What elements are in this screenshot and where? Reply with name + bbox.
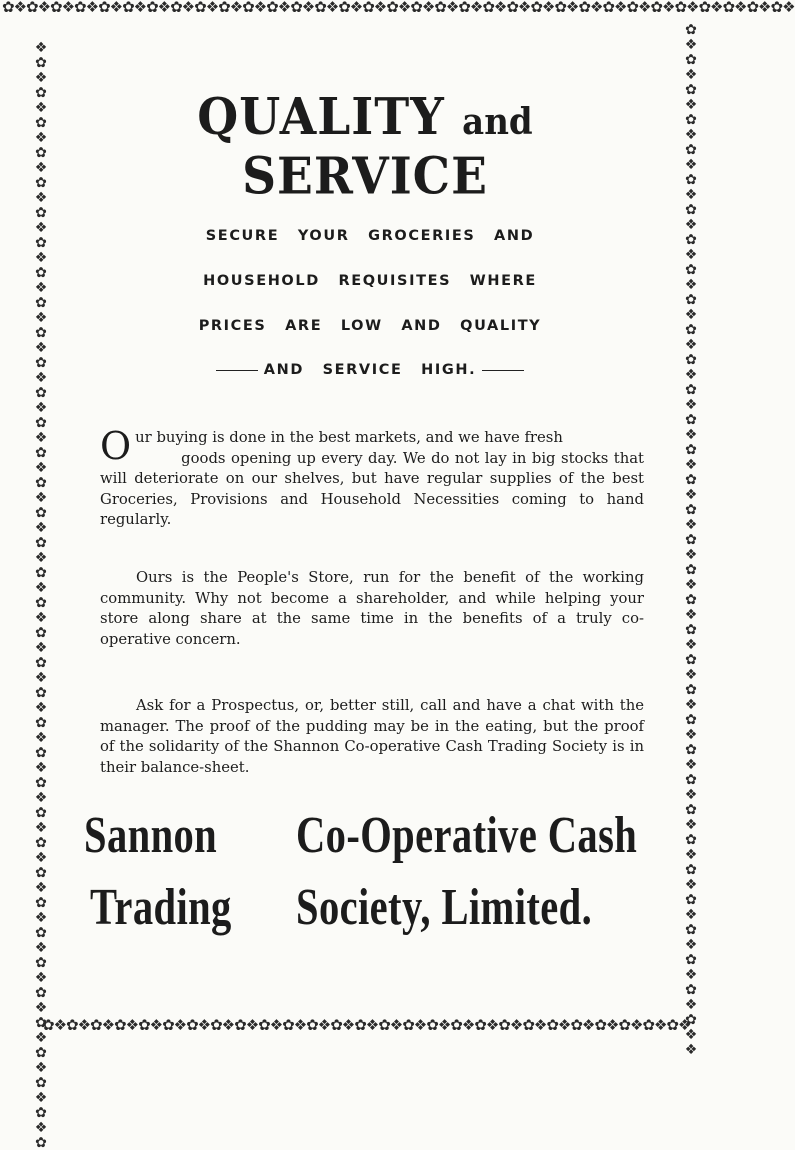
subhead-line-2: HOUSEHOLD REQUISITES WHERE <box>203 273 537 289</box>
subhead-line-4 <box>180 362 560 378</box>
right-ornamental-border: ✿❖✿❖✿❖✿❖✿❖✿❖✿❖✿❖✿❖✿❖✿❖✿❖✿❖✿❖✿❖✿❖✿❖✿❖✿❖✿❖✿❖✿❖✿❖✿❖✿❖✿❖✿❖✿❖✿❖✿❖✿❖✿❖✿❖✿❖❖ <box>683 22 699 1057</box>
title-and: and <box>462 100 533 144</box>
society-name-word-3: Trading <box>90 879 232 936</box>
subhead-line-1: SECURE YOUR GROCERIES AND <box>205 228 535 244</box>
left-ornamental-border: ❖✿❖✿❖✿❖✿❖✿❖✿❖✿❖✿❖✿❖✿❖✿❖✿❖✿❖✿❖✿❖✿❖✿❖✿❖✿❖✿❖✿❖✿❖✿❖✿❖✿❖✿❖✿❖✿❖✿❖✿❖✿❖✿❖✿❖✿❖✿❖✿❖✿ <box>33 40 49 1150</box>
subhead-line-3: PRICES ARE LOW AND QUALITY <box>198 318 542 334</box>
subhead-line-4-text: AND SERVICE HIGH. <box>263 362 477 378</box>
paragraph-buying-line1: ur buying is done in the best markets, and we have fresh <box>135 429 563 446</box>
society-name-word-4: Society, Limited. <box>296 879 593 936</box>
society-name-word-1: Sannon <box>84 807 218 864</box>
drop-cap: O <box>100 424 132 468</box>
paragraph-buying-line2: goods opening up every day. We do not lay in big <box>181 449 556 467</box>
right-rule <box>482 370 524 371</box>
society-name-word-2: Co-Operative Cash <box>296 807 638 864</box>
title-quality: QUALITY <box>197 87 445 147</box>
title-service: SERVICE <box>242 147 488 207</box>
advert-title <box>100 88 630 207</box>
paragraph-prospectus: Ask for a Prospectus, or, better still, call and have a chat with the manager. The proof of the pudding may be in the eating, but the proof of the solidarity of the Shannon Co-operative Cash Trading Society is in their balance-sheet. <box>100 697 644 776</box>
left-rule <box>216 370 258 371</box>
paragraph-buying-rest: stocks that will deteriorate on our shelves, but have regular supplies of the best Groceries, Provisions and Household Necessities coming to hand regularly. <box>100 449 644 528</box>
paragraph-buying <box>100 424 644 531</box>
paragraph-peoples-store: Ours is the People's Store, run for the benefit of the working community. Why not become a shareholder, and while helping your store along share at the same time in the benefits of a truly co-operative concern. <box>100 569 644 648</box>
bottom-ornamental-border: ✿❖✿❖✿❖✿❖✿❖✿❖✿❖✿❖✿❖✿❖✿❖✿❖✿❖✿❖✿❖✿❖✿❖✿❖✿❖✿❖✿❖✿❖✿❖✿❖✿❖✿❖✿❖ <box>42 1016 691 1034</box>
top-ornamental-border: ✿❖✿❖✿❖✿❖✿❖✿❖✿❖✿❖✿❖✿❖✿❖✿❖✿❖✿❖✿❖✿❖✿❖✿❖✿❖✿❖✿❖✿❖✿❖✿❖✿❖✿❖✿❖✿❖✿❖✿❖✿❖✿❖✿❖ <box>2 0 795 16</box>
